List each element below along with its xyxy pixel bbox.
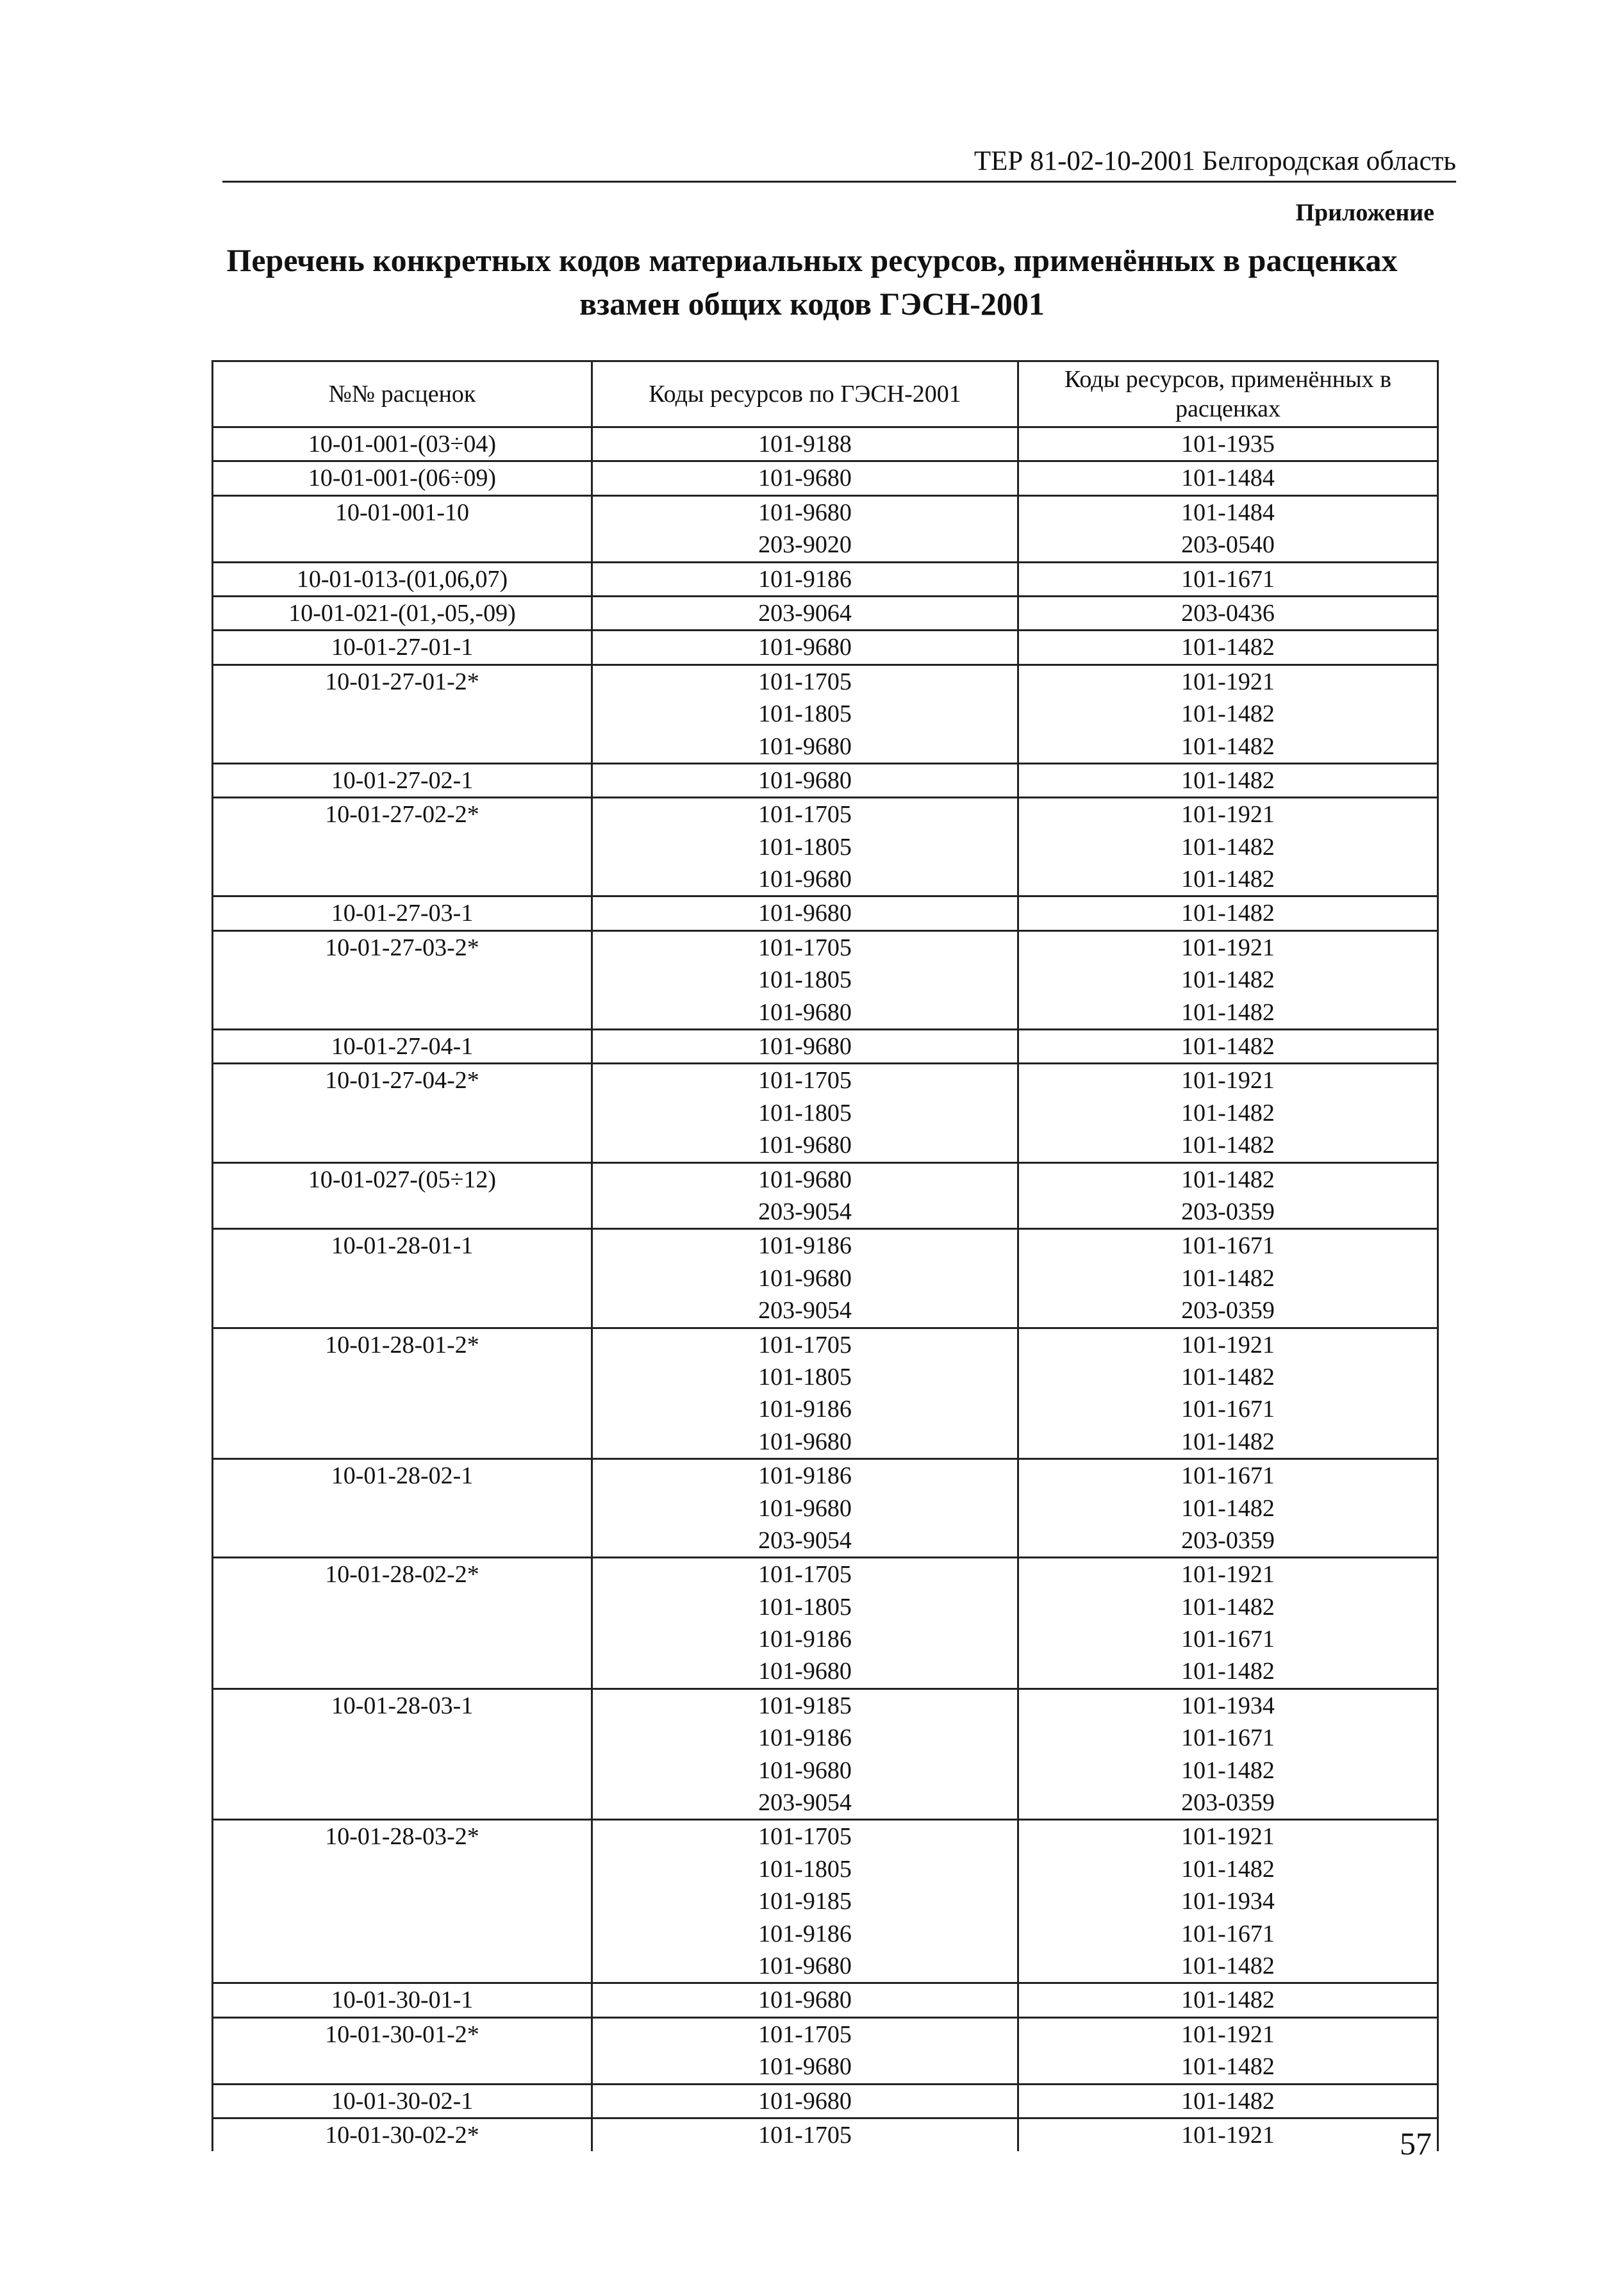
- rate-number: 10-01-001-(03÷04): [308, 431, 497, 458]
- table-row: [213, 2017, 1438, 2084]
- rate-group: [213, 2084, 1438, 2118]
- applied-code: 101-1921: [1181, 801, 1275, 829]
- rate-group: [213, 1064, 1438, 1162]
- header-rate-number: №№ расценок: [213, 361, 592, 427]
- gesn-codes-cell: [592, 562, 1018, 596]
- rate-number: 10-01-28-03-2*: [325, 1823, 479, 1851]
- rate-number-cell: [213, 2017, 592, 2084]
- title-line: взамен общих кодов ГЭСН-2001: [579, 286, 1045, 322]
- table-row: [213, 596, 1438, 630]
- applied-code: 101-1482: [1181, 900, 1275, 927]
- rate-number-cell: [213, 1983, 592, 2017]
- gesn-codes-cell: [592, 1162, 1018, 1229]
- rate-group: [213, 2118, 1438, 2151]
- rate-group: [213, 495, 1438, 562]
- gesn-code: 101-9680: [758, 465, 852, 492]
- applied-codes-cell: [1018, 631, 1438, 665]
- gesn-code: 101-9680: [758, 1428, 852, 1455]
- gesn-codes-cell: [592, 2084, 1018, 2118]
- table-row: [213, 1162, 1438, 1229]
- gesn-codes-cell: [592, 665, 1018, 763]
- rate-number-cell: [213, 1030, 592, 1064]
- applied-code: 101-1482: [1181, 1658, 1275, 1685]
- applied-code: 101-1482: [1181, 1855, 1275, 1883]
- gesn-codes-cell: [592, 1328, 1018, 1459]
- rate-number: 10-01-30-02-2*: [325, 2121, 479, 2149]
- gesn-code: 101-1805: [758, 1363, 852, 1391]
- rate-number-cell: [213, 427, 592, 461]
- gesn-code: 203-9020: [758, 531, 852, 559]
- applied-code: 101-1482: [1181, 1033, 1275, 1061]
- applied-codes-cell: [1018, 763, 1438, 797]
- gesn-code: 101-1705: [758, 1823, 852, 1851]
- gesn-codes-cell: [592, 930, 1018, 1029]
- gesn-code: 101-9186: [758, 1396, 852, 1423]
- rate-group: [213, 896, 1438, 930]
- rate-number-cell: [213, 896, 592, 930]
- gesn-code: 101-1805: [758, 1593, 852, 1621]
- rate-number-cell: [213, 495, 592, 562]
- applied-code: 101-1921: [1181, 668, 1275, 695]
- applied-code: 101-1482: [1181, 833, 1275, 861]
- gesn-code: 101-9680: [758, 499, 852, 526]
- rate-number: 10-01-27-03-1: [331, 900, 474, 927]
- gesn-codes-cell: [592, 2118, 1018, 2151]
- rate-number: 10-01-013-(01,06,07): [296, 565, 508, 593]
- applied-codes-cell: [1018, 1229, 1438, 1328]
- applied-code: 101-1671: [1181, 1920, 1275, 1947]
- applied-code: 101-1921: [1181, 934, 1275, 961]
- table-row: [213, 763, 1438, 797]
- applied-code: 101-1482: [1181, 866, 1275, 893]
- rate-number: 10-01-30-01-2*: [325, 2020, 479, 2048]
- rate-group: [213, 562, 1438, 596]
- gesn-code: 101-9680: [758, 1756, 852, 1784]
- rate-number-cell: [213, 1229, 592, 1328]
- applied-code: 101-1484: [1181, 499, 1275, 526]
- rate-group: [213, 1459, 1438, 1558]
- applied-code: 101-1482: [1181, 1099, 1275, 1127]
- rate-group: [213, 798, 1438, 896]
- header-gesn-codes: Коды ресурсов по ГЭСН-2001: [592, 361, 1018, 427]
- appendix-label: Приложение: [1295, 199, 1434, 226]
- rate-number-cell: [213, 763, 592, 797]
- applied-code: 101-1482: [1181, 2087, 1275, 2115]
- gesn-code: 101-9186: [758, 1724, 852, 1752]
- applied-code: 101-1482: [1181, 1494, 1275, 1522]
- applied-codes-cell: [1018, 1820, 1438, 1983]
- table-row: [213, 1558, 1438, 1689]
- applied-code: 101-1482: [1181, 1952, 1275, 1979]
- applied-codes-cell: [1018, 427, 1438, 461]
- rate-number-cell: [213, 1064, 592, 1162]
- gesn-code: 101-9680: [758, 1166, 852, 1193]
- gesn-code: 101-9186: [758, 1920, 852, 1947]
- applied-codes-cell: [1018, 562, 1438, 596]
- rate-number-cell: [213, 798, 592, 896]
- rate-number: 10-01-001-(06÷09): [308, 465, 497, 492]
- rate-group: [213, 1983, 1438, 2017]
- applied-code: 101-1671: [1181, 1462, 1275, 1490]
- gesn-codes-cell: [592, 1229, 1018, 1328]
- applied-code: 101-1671: [1181, 1626, 1275, 1653]
- applied-code: 101-1482: [1181, 700, 1275, 728]
- rate-number-cell: [213, 1820, 592, 1983]
- rate-group: [213, 930, 1438, 1029]
- rate-group: [213, 665, 1438, 763]
- applied-code: 101-1671: [1181, 1396, 1275, 1423]
- rate-number-cell: [213, 2118, 592, 2151]
- applied-codes-cell: [1018, 461, 1438, 495]
- applied-code: 101-1671: [1181, 565, 1275, 593]
- rate-number: 10-01-27-02-2*: [325, 801, 479, 829]
- rate-number: 10-01-027-(05÷12): [308, 1166, 497, 1193]
- gesn-code: 203-9064: [758, 599, 852, 627]
- rate-number: 10-01-28-01-2*: [325, 1331, 479, 1358]
- gesn-code: 203-9054: [758, 1526, 852, 1554]
- gesn-code: 101-9680: [758, 1132, 852, 1159]
- applied-code: 101-1934: [1181, 1888, 1275, 1915]
- applied-codes-cell: [1018, 930, 1438, 1029]
- table-row: [213, 896, 1438, 930]
- gesn-code: 101-1805: [758, 1855, 852, 1883]
- applied-codes-cell: [1018, 1328, 1438, 1459]
- applied-code: 101-1482: [1181, 998, 1275, 1026]
- applied-code: 203-0359: [1181, 1526, 1275, 1554]
- applied-code: 203-0359: [1181, 1789, 1275, 1817]
- applied-code: 101-1482: [1181, 1986, 1275, 2014]
- rate-group: [213, 461, 1438, 495]
- gesn-code: 101-1705: [758, 1067, 852, 1094]
- gesn-codes-cell: [592, 1820, 1018, 1983]
- running-header: ТЕР 81-02-10-2001 Белгородская область: [222, 142, 1456, 183]
- gesn-code: 101-1705: [758, 1561, 852, 1589]
- gesn-code: 101-9680: [758, 1033, 852, 1061]
- gesn-code: 203-9054: [758, 1198, 852, 1225]
- applied-code: 101-1671: [1181, 1724, 1275, 1752]
- applied-code: 101-1921: [1181, 1331, 1275, 1358]
- rate-group: [213, 631, 1438, 665]
- codes-table: [211, 360, 1439, 2151]
- table-row: [213, 2084, 1438, 2118]
- rate-number: 10-01-28-01-1: [331, 1232, 474, 1260]
- applied-code: 101-1671: [1181, 1232, 1275, 1260]
- applied-code: 101-1482: [1181, 1132, 1275, 1159]
- gesn-code: 101-9186: [758, 1232, 852, 1260]
- table-row: [213, 495, 1438, 562]
- applied-codes-cell: [1018, 596, 1438, 630]
- applied-code: 203-0436: [1181, 599, 1275, 627]
- gesn-code: 101-1805: [758, 966, 852, 994]
- applied-codes-cell: [1018, 1030, 1438, 1064]
- applied-codes-cell: [1018, 1162, 1438, 1229]
- applied-code: 101-1482: [1181, 1166, 1275, 1193]
- table-row: [213, 665, 1438, 763]
- applied-code: 101-1921: [1181, 1067, 1275, 1094]
- table-row: [213, 1064, 1438, 1162]
- rate-number: 10-01-27-04-1: [331, 1033, 474, 1061]
- applied-code: 101-1482: [1181, 966, 1275, 994]
- applied-code: 101-1934: [1181, 1692, 1275, 1719]
- table-row: [213, 930, 1438, 1029]
- rate-number-cell: [213, 562, 592, 596]
- gesn-code: 101-9186: [758, 1462, 852, 1490]
- header-applied-codes: Коды ресурсов, применённых в расценках: [1018, 361, 1438, 427]
- applied-code: 101-1921: [1181, 1823, 1275, 1851]
- rate-group: [213, 596, 1438, 630]
- applied-code: 101-1921: [1181, 2020, 1275, 2048]
- rate-number: 10-01-27-01-1: [331, 634, 474, 661]
- rate-number: 10-01-27-04-2*: [325, 1067, 479, 1094]
- applied-code: 101-1482: [1181, 1593, 1275, 1621]
- rate-number-cell: [213, 1558, 592, 1689]
- table-row: [213, 2118, 1438, 2151]
- applied-code: 101-1482: [1181, 1756, 1275, 1784]
- gesn-code: 101-9680: [758, 766, 852, 794]
- gesn-code: 101-9680: [758, 634, 852, 661]
- gesn-code: 101-9680: [758, 1264, 852, 1292]
- applied-code: 101-1935: [1181, 431, 1275, 458]
- rate-number: 10-01-28-03-1: [331, 1692, 474, 1719]
- gesn-codes-cell: [592, 1983, 1018, 2017]
- gesn-codes-cell: [592, 2017, 1018, 2084]
- gesn-code: 203-9054: [758, 1297, 852, 1325]
- table-row: [213, 1229, 1438, 1328]
- applied-code: 101-1921: [1181, 2121, 1275, 2149]
- rate-number-cell: [213, 596, 592, 630]
- gesn-code: 101-9188: [758, 431, 852, 458]
- rate-number: 10-01-021-(01,-05,-09): [288, 599, 516, 627]
- rate-number: 10-01-30-01-1: [331, 1986, 474, 2014]
- applied-code: 101-1482: [1181, 766, 1275, 794]
- applied-codes-cell: [1018, 1064, 1438, 1162]
- gesn-codes-cell: [592, 896, 1018, 930]
- applied-code: 101-1921: [1181, 1561, 1275, 1589]
- codes-table-container: [211, 360, 1437, 2151]
- gesn-codes-cell: [592, 461, 1018, 495]
- applied-codes-cell: [1018, 1689, 1438, 1820]
- rate-number: 10-01-27-02-1: [331, 766, 474, 794]
- rate-group: [213, 1030, 1438, 1064]
- gesn-codes-cell: [592, 631, 1018, 665]
- title-line: Перечень конкретных кодов материальных ресурсов, применённых в расценках: [226, 242, 1398, 278]
- applied-codes-cell: [1018, 2084, 1438, 2118]
- applied-code: 203-0359: [1181, 1297, 1275, 1325]
- applied-codes-cell: [1018, 896, 1438, 930]
- table-row: [213, 1459, 1438, 1558]
- table-row: [213, 1983, 1438, 2017]
- gesn-code: 101-9680: [758, 1986, 852, 2014]
- applied-codes-cell: [1018, 665, 1438, 763]
- rate-group: [213, 1689, 1438, 1820]
- table-header-row: [213, 361, 1438, 427]
- rate-group: [213, 1229, 1438, 1328]
- applied-codes-cell: [1018, 1459, 1438, 1558]
- gesn-codes-cell: [592, 596, 1018, 630]
- applied-codes-cell: [1018, 1983, 1438, 2017]
- applied-codes-cell: [1018, 2017, 1438, 2084]
- applied-codes-cell: [1018, 2118, 1438, 2151]
- rate-number-cell: [213, 2084, 592, 2118]
- gesn-code: 101-1705: [758, 801, 852, 829]
- table-row: [213, 631, 1438, 665]
- gesn-code: 101-9680: [758, 1952, 852, 1979]
- rate-group: [213, 763, 1438, 797]
- gesn-code: 101-1705: [758, 934, 852, 961]
- rate-number-cell: [213, 1328, 592, 1459]
- table-row: [213, 1328, 1438, 1459]
- table-row: [213, 461, 1438, 495]
- gesn-codes-cell: [592, 1689, 1018, 1820]
- rate-group: [213, 1558, 1438, 1689]
- page-number: 57: [1400, 2126, 1432, 2161]
- rate-number-cell: [213, 1689, 592, 1820]
- rate-number-cell: [213, 665, 592, 763]
- gesn-code: 101-1705: [758, 2121, 852, 2149]
- rate-group: [213, 1328, 1438, 1459]
- gesn-code: 101-9185: [758, 1692, 852, 1719]
- gesn-code: 101-9186: [758, 565, 852, 593]
- applied-code: 203-0540: [1181, 531, 1275, 559]
- gesn-code: 101-1805: [758, 833, 852, 861]
- rate-group: [213, 2017, 1438, 2084]
- rate-number-cell: [213, 1459, 592, 1558]
- rate-number: 10-01-27-03-2*: [325, 934, 479, 961]
- applied-codes-cell: [1018, 495, 1438, 562]
- rate-number: 10-01-28-02-1: [331, 1462, 474, 1490]
- applied-code: 101-1482: [1181, 634, 1275, 661]
- gesn-code: 101-9680: [758, 2053, 852, 2081]
- rate-number: 10-01-001-10: [335, 499, 469, 526]
- rate-number: 10-01-27-01-2*: [325, 668, 479, 695]
- gesn-codes-cell: [592, 495, 1018, 562]
- rate-number-cell: [213, 930, 592, 1029]
- applied-code: 203-0359: [1181, 1198, 1275, 1225]
- gesn-codes-cell: [592, 798, 1018, 896]
- rate-number-cell: [213, 461, 592, 495]
- applied-codes-cell: [1018, 1558, 1438, 1689]
- gesn-code: 101-9680: [758, 998, 852, 1026]
- rate-number: 10-01-30-02-1: [331, 2087, 474, 2115]
- gesn-code: 101-1805: [758, 700, 852, 728]
- applied-code: 101-1484: [1181, 465, 1275, 492]
- applied-code: 101-1482: [1181, 2053, 1275, 2081]
- rate-group: [213, 1820, 1438, 1983]
- gesn-codes-cell: [592, 1558, 1018, 1689]
- gesn-code: 101-9680: [758, 1494, 852, 1522]
- rate-number-cell: [213, 1162, 592, 1229]
- table-row: [213, 1820, 1438, 1983]
- gesn-code: 101-1805: [758, 1099, 852, 1127]
- gesn-codes-cell: [592, 1030, 1018, 1064]
- table-row: [213, 1030, 1438, 1064]
- table-row: [213, 798, 1438, 896]
- applied-codes-cell: [1018, 798, 1438, 896]
- gesn-code: 101-9680: [758, 900, 852, 927]
- document-title: [192, 238, 1432, 326]
- table-row: [213, 1689, 1438, 1820]
- applied-code: 101-1482: [1181, 1428, 1275, 1455]
- gesn-code: 101-9185: [758, 1888, 852, 1915]
- table-row: [213, 562, 1438, 596]
- gesn-code: 101-9186: [758, 1626, 852, 1653]
- gesn-code: 101-9680: [758, 732, 852, 760]
- gesn-codes-cell: [592, 1459, 1018, 1558]
- rate-group: [213, 1162, 1438, 1229]
- gesn-codes-cell: [592, 427, 1018, 461]
- applied-code: 101-1482: [1181, 1264, 1275, 1292]
- gesn-code: 203-9054: [758, 1789, 852, 1817]
- gesn-code: 101-1705: [758, 2020, 852, 2048]
- gesn-code: 101-1705: [758, 1331, 852, 1358]
- gesn-code: 101-1705: [758, 668, 852, 695]
- gesn-code: 101-9680: [758, 1658, 852, 1685]
- rate-group: [213, 427, 1438, 461]
- applied-code: 101-1482: [1181, 732, 1275, 760]
- table-row: [213, 427, 1438, 461]
- applied-code: 101-1482: [1181, 1363, 1275, 1391]
- gesn-codes-cell: [592, 1064, 1018, 1162]
- gesn-code: 101-9680: [758, 866, 852, 893]
- rate-number: 10-01-28-02-2*: [325, 1561, 479, 1589]
- gesn-code: 101-9680: [758, 2087, 852, 2115]
- rate-number-cell: [213, 631, 592, 665]
- gesn-codes-cell: [592, 763, 1018, 797]
